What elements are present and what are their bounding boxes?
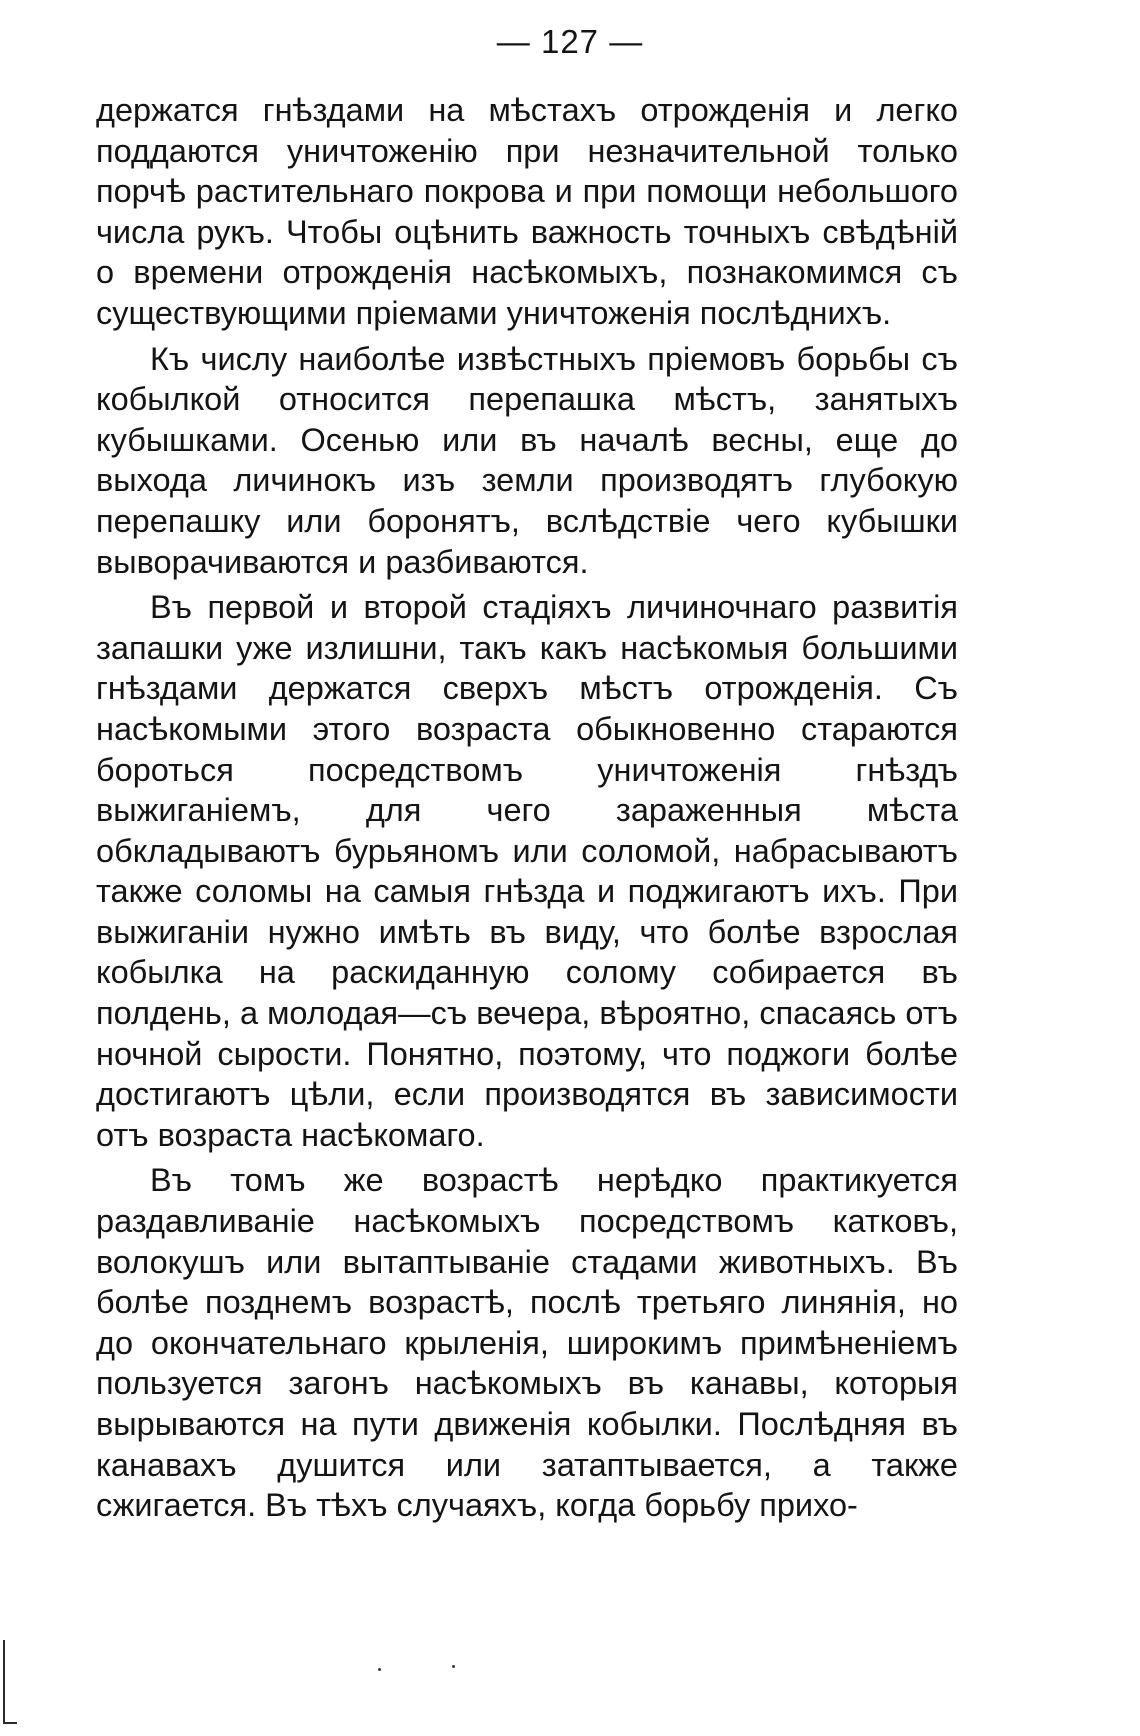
scan-speck bbox=[452, 1665, 455, 1668]
paragraph: Къ числу наиболѣе извѣстныхъ пріемовъ борьбы съ кобылкой относится перепашка мѣстъ, занятыхъ кубышками. Осенью или въ началѣ весны, еще до выхода личинокъ изъ земли производятъ глубокую перепашку или боронятъ, вслѣдствіе чего кубышки выворачиваются и разбиваются. bbox=[96, 340, 958, 580]
paragraph: Въ томъ же возрастѣ нерѣдко практикуется раздавливаніе насѣкомыхъ посредствомъ катковъ, волокушъ или вытаптываніе стадами животныхъ. Въ болѣе позднемъ возрастѣ, послѣ третьяго линянія, но до окончательнаго крыленія, широкимъ примѣненіемъ пользуется загонъ насѣкомыхъ въ канавы, которыя вырываются на пути движенія кобылки. Послѣдняя въ канавахъ душится или затаптывается, а также сжигается. Въ тѣхъ случаяхъ, когда борьбу прихо- bbox=[96, 1162, 958, 1524]
body-text bbox=[96, 90, 958, 1531]
margin-rule-foot bbox=[3, 1722, 17, 1724]
paragraph: Въ первой и второй стадіяхъ личиночнаго развитія запашки уже излишни, такъ какъ насѣкомыя большими гнѣздами держатся сверхъ мѣстъ отрожденія. Съ насѣкомыми этого возраста обыкновенно стараются бороться посредствомъ уничтоженія гнѣздъ выжиганіемъ, для чего зараженныя мѣста обкладываютъ бурьяномъ или соломой, набрасываютъ также соломы на самыя гнѣзда и поджигаютъ ихъ. При выжиганіи нужно имѣть въ виду, что болѣе взрослая кобылка на раскиданную солому собирается въ полдень, а молодая—съ вечера, вѣроятно, спасаясь отъ ночной сырости. Понятно, поэтому, что поджоги болѣе достигаютъ цѣли, если производятся въ зависимости отъ возраста насѣкомаго. bbox=[96, 589, 958, 1153]
page-number: — 127 — bbox=[496, 23, 644, 60]
scan-speck bbox=[378, 1668, 381, 1671]
margin-rule bbox=[3, 1640, 5, 1724]
paragraph-continuation: держатся гнѣздами на мѣстахъ отрожденія и легко поддаются уничтоженію при незначительной только порчѣ растительнаго покрова и при помощи небольшого числа рукъ. Чтобы оцѣнить важность точныхъ свѣдѣній о времени отрожденія насѣкомыхъ, познакомимся съ существующими пріемами уничтоженія послѣднихъ. bbox=[96, 92, 958, 331]
